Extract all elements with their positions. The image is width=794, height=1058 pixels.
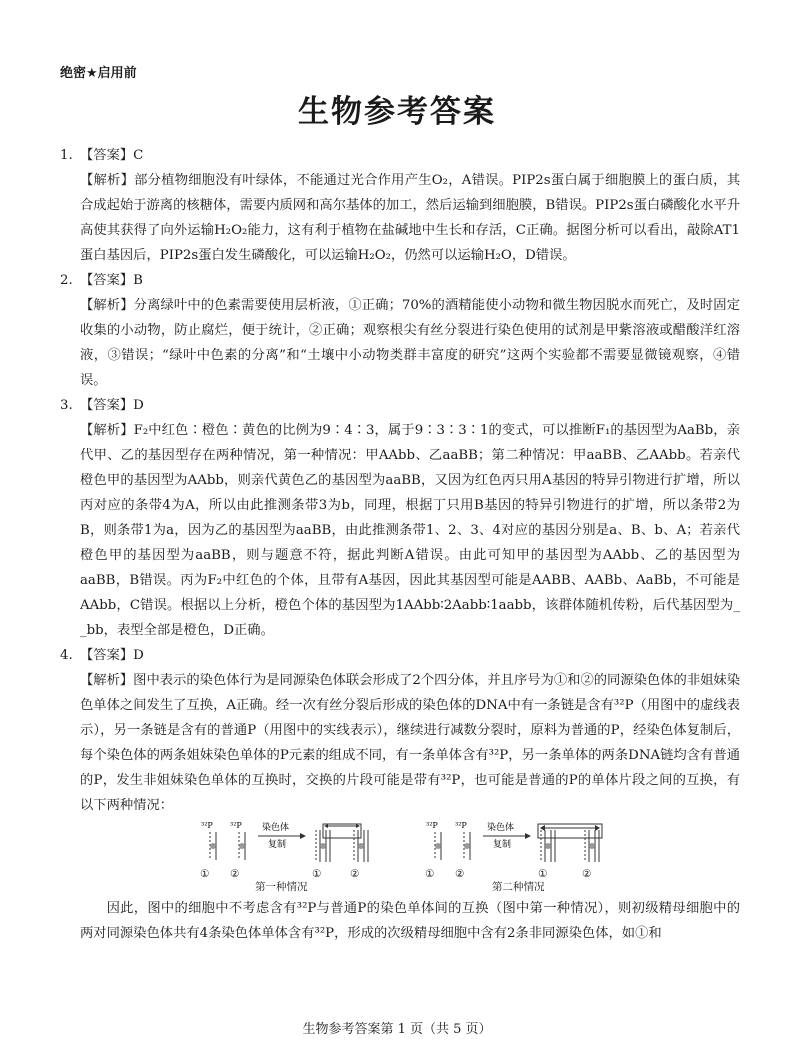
- answer-line: 【答案】B: [80, 273, 143, 288]
- arrow-label-bottom: 复制: [268, 840, 287, 850]
- figure-label-1: ①: [425, 868, 435, 880]
- figure-case-1: [200, 820, 400, 870]
- answer-content: [60, 143, 740, 946]
- question-number: 1.: [60, 148, 73, 163]
- centromere: [239, 843, 245, 849]
- arrow-label-top: 染色体: [262, 823, 290, 833]
- question-1: [60, 143, 740, 268]
- analysis-paragraph: 【解析】F₂中红色∶橙色∶黄色的比例为9∶4∶3，属于9∶3∶3∶1的变式，可以推断F₁的基因型为AaBb，亲代甲、乙的基因型存在两种情况，第一种情况：甲AAbb、乙aaBB；第二种情况：甲aaBB、乙AAbb。若亲代橙色甲的基因型为AAbb，则亲代黄色乙的基因型为aaBB，又因为红色丙只用A基因的特异引物进行扩增，所以丙对应的条带4为A，所以由此推测条带3为b，同理，根据丁只用B基因的特异引物进行的扩增，所以条带2为B，则条带1为a，因为乙的基因型为aaBB，由此推测条带1、2、3、4对应的基因分别是a、B、b、A；若亲代橙色甲的基因型为aaBB，则与题意不符，据此判断A错误。由此可知甲的基因型为AAbb、乙的基因型为aaBB，B错误。丙为F₂中红色的个体，且带有A基因，因此其基因型可能是AABB、AABb、AaBb，不可能是AAbb，C错误。根据以上分析，橙色个体的基因型为1AAbb∶2Aabb∶1aabb，该群体随机传粉，后代基因型为_ _bb，表型全部是橙色，D正确。: [80, 423, 740, 638]
- page-title: 生物参考答案: [298, 94, 496, 130]
- centromere: [358, 843, 364, 849]
- p32-label: ³²P: [455, 821, 467, 830]
- figure-label-1: ①: [200, 868, 210, 880]
- figure-case-2: [425, 820, 635, 870]
- figure-label-2: ②: [230, 868, 240, 880]
- analysis-paragraph: 【解析】图中表示的染色体行为是同源染色体联会形成了2个四分体，并且序号为①和②的同源染色体的非姐妹染色单体之间发生了互换，A正确。经一次有丝分裂后形成的染色体的DNA中有一条链是含有³²P（用图中的虚线表示），另一条链是含有的普通P（用图中的实线表示），继续进行减数分裂时，原料为普通的P，经染色体复制后，每个染色体的两条姐妹染色单体的P元素的组成不同，有一条单体含有³²P，另一条单体的两条DNA链均含有普通的P，发生非姐妹染色单体的互换时，交换的片段可能是带有³²P，也可能是普通的P的单体片段之间的互换，有以下两种情况：: [80, 673, 741, 813]
- centromere: [545, 843, 551, 849]
- page-footer: 生物参考答案第 1 页（共 5 页）: [302, 1022, 492, 1037]
- answer-line: 【答案】D: [80, 648, 144, 663]
- caption-case-2: 第二种情况: [492, 881, 545, 893]
- question-3: [60, 393, 740, 643]
- question-2: [60, 268, 740, 393]
- p32-label: ³²P: [426, 821, 438, 830]
- arrow-head: [324, 824, 328, 828]
- arrow-head: [525, 833, 531, 839]
- figure-label-1: ①: [312, 868, 322, 880]
- analysis-paragraph: 【解析】分离绿叶中的色素需要使用层析液，①正确；70%的酒精能使小动物和微生物因脱水而死亡，及时固定收集的小动物，防止腐烂，便于统计，②正确；观察根尖有丝分裂进行染色使用的试剂是甲紫溶液或醋酸洋红溶液，③错误；“绿叶中色素的分离”和“土壤中小动物类群丰富度的研究”这两个实验都不需要显微镜观察，④错误。: [80, 298, 740, 388]
- arrow-head: [356, 824, 360, 828]
- p32-label: ³²P: [201, 821, 213, 830]
- question-number: 2.: [60, 273, 73, 288]
- centromere: [210, 843, 216, 849]
- arrow-head: [300, 833, 306, 839]
- answer-line: 【答案】C: [80, 148, 144, 163]
- arrow-label-bottom: 复制: [493, 840, 512, 850]
- centromere: [435, 843, 441, 849]
- confidential-mark: 绝密★启用前: [60, 66, 137, 81]
- analysis-paragraph: 【解析】部分植物细胞没有叶绿体，不能通过光合作用产生O₂，A错误。PIP2s蛋白属于细胞膜上的蛋白质，其合成起始于游离的核糖体，需要内质网和高尔基体的加工，然后运输到细胞膜，B错误。PIP2s蛋白磷酸化水平升高使其获得了向外运输H₂O₂能力，这有利于植物在盐碱地中生长和存活，C正确。据图分析可以看出，敲除AT1蛋白基因后，PIP2s蛋白发生磷酸化，可以运输H₂O₂，仍然可以运输H₂O，D错误。: [80, 173, 740, 263]
- exchange-box: [538, 824, 602, 838]
- arrow-label-top: 染色体: [487, 823, 515, 833]
- figure-label-2: ②: [455, 868, 465, 880]
- figure-label-1: ①: [538, 868, 548, 880]
- analysis-continuation: 因此，图中的细胞中不考虑含有³²P与普通P的染色单体间的互换（图中第一种情况），则初级精母细胞中的两对同源染色体共有4条染色体单体含有³²P，形成的次级精母细胞中含有2条非同源染色体，如①和: [80, 901, 740, 941]
- answer-line: 【答案】D: [80, 398, 144, 413]
- question-number: 3.: [60, 398, 73, 413]
- centromere: [320, 843, 326, 849]
- question-number: 4.: [60, 648, 73, 663]
- centromere: [464, 843, 470, 849]
- question-4: [60, 643, 740, 946]
- figure-label-2: ②: [350, 868, 360, 880]
- chromosome-exchange-figure: [60, 820, 740, 893]
- caption-case-1: 第一种情况: [255, 881, 308, 893]
- centromere: [589, 843, 595, 849]
- figure-label-2: ②: [582, 868, 592, 880]
- p32-label: ³²P: [230, 821, 242, 830]
